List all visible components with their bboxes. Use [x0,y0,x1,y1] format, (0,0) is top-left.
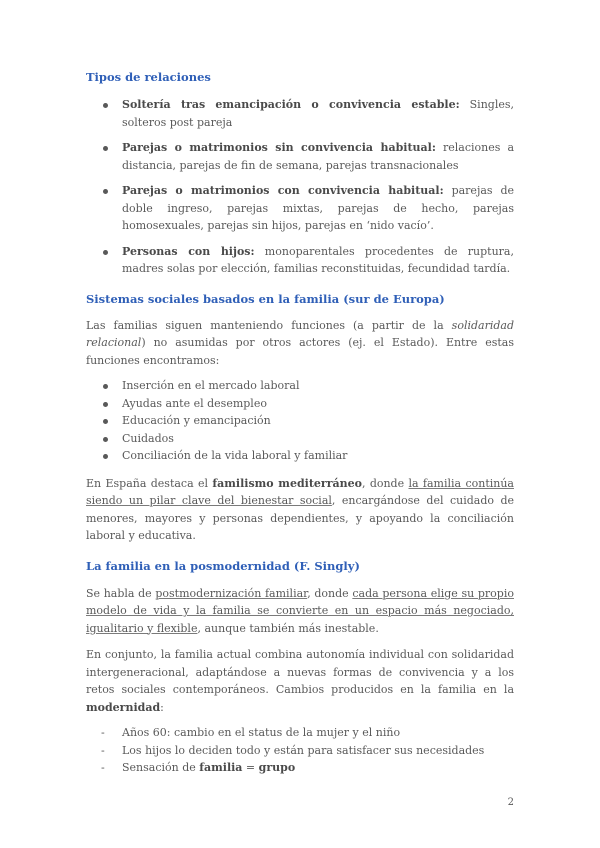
bullet-icon [103,250,108,255]
bullet-icon [103,146,108,151]
list-item: Conciliación de la vida laboral y familiar [86,447,514,465]
item-term: Soltería tras emancipación o convivencia estable: [122,98,460,111]
funciones-list [86,377,514,465]
page-number: 2 [507,797,514,808]
bullet-icon [103,402,108,407]
list-item: Ayudas ante el desempleo [86,395,514,413]
bullet-icon [103,454,108,459]
dash-bullet: - [101,761,105,774]
list-item [86,243,514,278]
bullet-icon [103,419,108,424]
heading-sistemas-sociales: Sistemas sociales basados en la familia (sur de Europa) [86,291,445,306]
item-text: monoparentales procedentes de ruptura, madres solas por elección, familias reconstituidas, fecundidad tardía. [122,244,514,275]
heading-posmodernidad: La familia en la posmodernidad (F. Singly) [86,558,360,573]
item-term: Personas con hijos: [122,244,255,258]
bullet-icon [103,384,108,389]
list-item: - Años 60: cambio en el status de la mujer y el niño [86,724,514,742]
familismo-paragraph: En España destaca el familismo mediterráneo, donde la familia continúa siendo un pilar clave del bienestar social, encargándose del cuidado de menores, mayores y personas dependientes, y apoyando la conciliación laboral y educativa. [86,476,514,542]
heading-tipos-relaciones: Tipos de relaciones [86,70,211,84]
bullet-icon [103,437,108,442]
bullet-icon [103,189,108,194]
conjunto-paragraph: En conjunto, la familia actual combina autonomía individual con solidaridad intergeneracional, adaptándose a nuevas formas de convivencia y a los retos sociales contemporáneos. Cambios producidos en la familia en la modernidad: [86,648,514,714]
dash-bullet: - [101,726,105,739]
item-term: Parejas o matrimonios sin convivencia habitual: [122,141,436,154]
dash-bullet: - [101,743,105,757]
bullet-icon [103,103,108,108]
item-text: Singles, solteros post pareja [122,98,514,129]
item-term: Parejas o matrimonios con convivencia habitual: [122,184,444,197]
item-text: relaciones a distancia, parejas de fin de semana, parejas transnacionales [122,141,515,172]
list-item: Educación y emancipación [86,412,514,430]
postmodernizacion-paragraph: Se habla de postmodernización familiar, donde cada persona elige su propio modelo de vida y la familia se convierte en un espacio más negociado, igualitario y flexible, aunque también más inestable. [86,586,514,635]
page-content [86,64,514,777]
sistemas-intro: Las familias siguen manteniendo funciones (a partir de la solidaridad relacional) no asumidas por otros actores (ej. el Estado). Entre estas funciones encontramos: [86,318,514,367]
list-item [86,96,514,131]
list-item [86,139,514,174]
list-item: Cuidados [86,430,514,448]
list-item: - Los hijos lo deciden todo y están para satisfacer sus necesidades [86,742,514,760]
list-item [86,182,514,235]
cambios-list [86,724,514,777]
item-text: parejas de doble ingreso, parejas mixtas, parejas de hecho, parejas homosexuales, parejas sin hijos, parejas en ‘nido vacío’. [122,184,515,232]
relaciones-list [86,96,514,278]
list-item: Inserción en el mercado laboral [86,377,514,395]
list-item: - Sensación de familia = grupo [86,759,514,777]
